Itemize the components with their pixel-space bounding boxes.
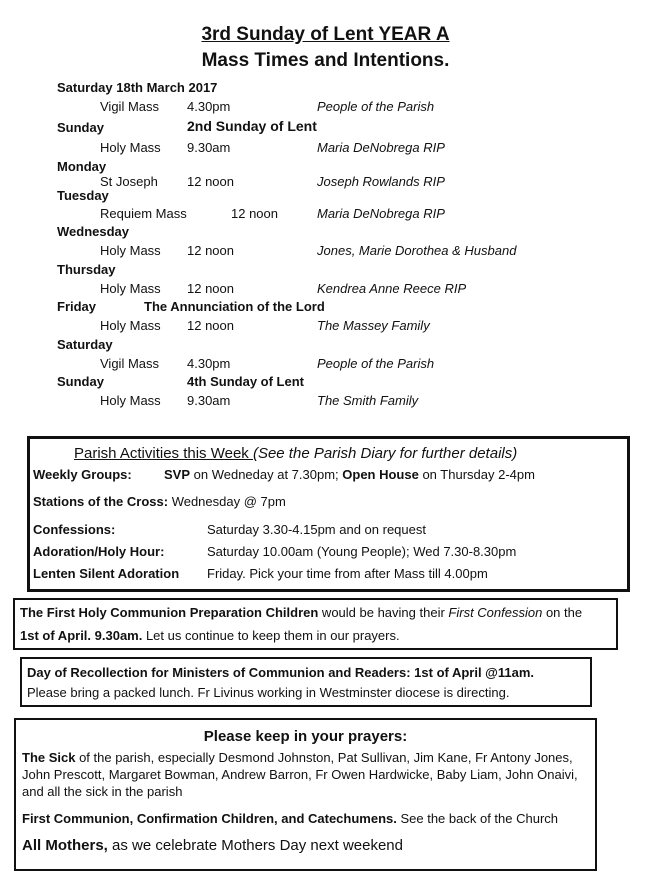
mass-name: Vigil Mass — [100, 99, 160, 114]
mass-name: Holy Mass — [100, 318, 161, 333]
day-label: Thursday — [57, 262, 116, 277]
weekly-groups-value — [164, 467, 535, 482]
mass-time: 9.30am — [187, 393, 231, 408]
communion-text: would be having their — [318, 605, 449, 620]
mass-time: 12 noon — [187, 243, 234, 258]
mass-intention: Joseph Rowlands RIP — [317, 174, 445, 189]
sick-bold: The Sick — [22, 750, 76, 765]
mothers-row — [22, 837, 403, 854]
day-label: Saturday — [57, 337, 113, 352]
confessions-label: Confessions: — [33, 522, 116, 537]
mass-time: 12 noon — [231, 206, 278, 221]
mass-time: 4.30pm — [187, 99, 231, 114]
mass-time: 12 noon — [187, 174, 234, 189]
weekly-groups-label: Weekly Groups: — [33, 467, 132, 482]
day-label: Tuesday — [57, 188, 109, 203]
mass-name: Holy Mass — [100, 140, 161, 155]
mass-intention: People of the Parish — [317, 99, 435, 114]
first-communion-text: See the back of the Church — [396, 811, 559, 826]
activities-heading-text: Parish Activities this Week — [74, 445, 253, 462]
feast-label: 4th Sunday of Lent — [187, 374, 304, 389]
prayers-box — [14, 718, 597, 871]
first-communion-row — [22, 811, 558, 826]
adoration-label: Adoration/Holy Hour: — [33, 544, 165, 559]
parish-activities-box — [27, 436, 630, 592]
sick-paragraph — [22, 749, 582, 800]
mothers-text: as we celebrate Mothers Day next weekend — [107, 837, 403, 854]
mass-time: 9.30am — [187, 140, 231, 155]
stations-label: Stations of the Cross: — [33, 494, 169, 509]
communion-text: Let us continue to keep them in our prayers. — [142, 628, 400, 643]
page-title: 3rd Sunday of Lent YEAR A — [201, 24, 450, 45]
mass-name: Requiem Mass — [100, 206, 187, 221]
mass-time: 12 noon — [187, 281, 234, 296]
activities-heading — [74, 445, 517, 462]
mothers-bold: All Mothers, — [22, 837, 108, 854]
day-label: Friday — [57, 299, 97, 314]
day-label: Sunday — [57, 374, 104, 389]
communion-bold: The First Holy Communion Preparation Children — [20, 605, 319, 620]
mass-intention: Jones, Marie Dorothea & Husband — [317, 243, 517, 258]
mass-intention: Maria DeNobrega RIP — [317, 140, 445, 155]
svp-label: SVP — [164, 467, 191, 482]
page-subtitle: Mass Times and Intentions. — [201, 50, 450, 71]
mass-name: St Joseph — [100, 174, 158, 189]
communion-italic: First Confession — [448, 605, 543, 620]
mass-intention: Maria DeNobrega RIP — [317, 206, 445, 221]
communion-line-1 — [20, 605, 582, 620]
recollection-notice-box — [20, 657, 592, 707]
recollection-line-1: Day of Recollection for Ministers of Communion and Readers: 1st of April @11am. — [27, 665, 535, 680]
mass-intention: People of the Parish — [317, 356, 435, 371]
mass-name: Holy Mass — [100, 281, 161, 296]
feast-label: 2nd Sunday of Lent — [187, 118, 317, 134]
lenten-label: Lenten Silent Adoration — [33, 566, 180, 581]
communion-line-2 — [20, 628, 400, 643]
day-label: Monday — [57, 159, 107, 174]
mass-time: 4.30pm — [187, 356, 231, 371]
first-communion-bold: First Communion, Confirmation Children, and Catechumens. — [22, 811, 397, 826]
stations-row — [33, 494, 286, 509]
day-label: Sunday — [57, 120, 104, 135]
confessions-text: Saturday 3.30-4.15pm and on request — [207, 522, 426, 537]
mass-intention: The Smith Family — [317, 393, 419, 408]
sick-text: of the parish, especially Desmond Johnston, Pat Sullivan, Jim Kane, Fr Antony Jones, John Prescott, Margaret Bowman, Andrew Barron, Fr Owen Hardwicke, Baby Liam, John Onaivi, and all the sick in the parish — [22, 750, 578, 799]
feast-label: The Annunciation of the Lord — [144, 299, 325, 314]
communion-text: on the — [542, 605, 583, 620]
mass-name: Holy Mass — [100, 243, 161, 258]
activities-heading-note: (See the Parish Diary for further details) — [252, 445, 518, 462]
saturday-heading: Saturday 18th March 2017 — [57, 80, 218, 95]
mass-time: 12 noon — [187, 318, 234, 333]
mass-name: Holy Mass — [100, 393, 161, 408]
mass-name: Vigil Mass — [100, 356, 160, 371]
lenten-text: Friday. Pick your time from after Mass till 4.00pm — [207, 566, 488, 581]
weekly-groups-row — [33, 467, 132, 482]
mass-intention: The Massey Family — [317, 318, 430, 333]
communion-date: 1st of April. 9.30am. — [20, 628, 143, 643]
mass-intention: Kendrea Anne Reece RIP — [317, 281, 467, 296]
adoration-text: Saturday 10.00am (Young People); Wed 7.30-8.30pm — [207, 544, 517, 559]
recollection-line-2: Please bring a packed lunch. Fr Livinus working in Westminster diocese is directing. — [27, 685, 510, 700]
stations-text: Wednesday @ 7pm — [168, 494, 286, 509]
open-house-label: Open House — [342, 467, 419, 482]
open-house-text: on Thursday 2-4pm — [418, 467, 535, 482]
svp-text: on Wedneday at 7.30pm; — [190, 467, 343, 482]
communion-notice-box — [13, 598, 618, 650]
prayers-heading: Please keep in your prayers: — [203, 728, 408, 745]
day-label: Wednesday — [57, 224, 130, 239]
